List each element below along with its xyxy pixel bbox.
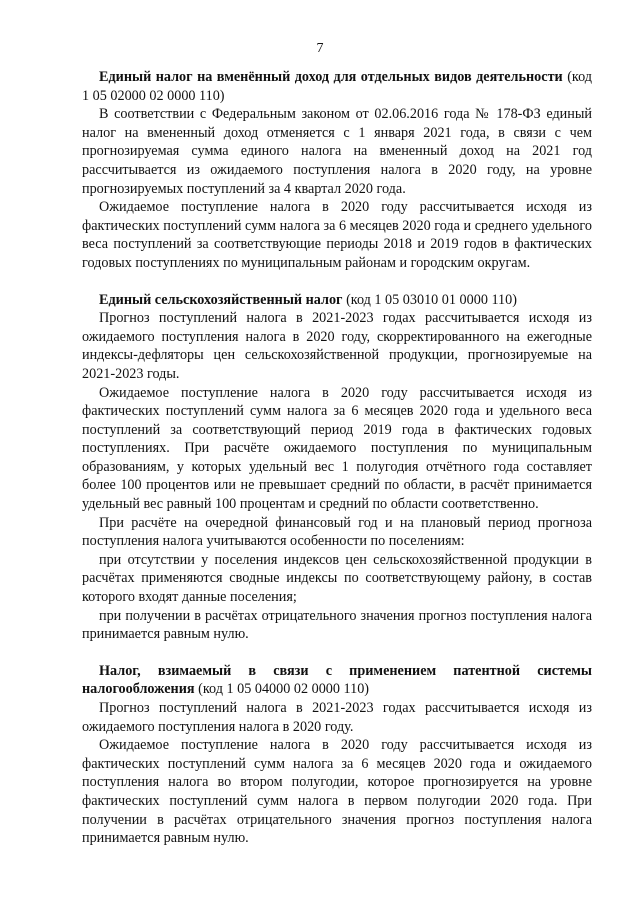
paragraph: При расчёте на очередной финансовый год и на плановый период прогноза поступления налога учитываются особенности по поселениям: bbox=[82, 514, 592, 550]
paragraph: при получении в расчётах отрицательного значения прогноз поступления налога принимается равным нулю. bbox=[82, 607, 592, 643]
section-envd bbox=[82, 68, 592, 273]
document-body bbox=[82, 68, 592, 848]
section-heading bbox=[82, 68, 592, 105]
section-code: (код 1 05 02000 02 0000 110) bbox=[82, 69, 592, 104]
paragraph: при отсутствии у поселения индексов цен сельскохозяйственной продукции в расчётах применяются сводные индексы по соответствующему району, в состав которого входят данные поселения; bbox=[82, 551, 592, 606]
section-code: (код 1 05 03010 01 0000 110) bbox=[346, 291, 517, 308]
section-heading bbox=[82, 291, 592, 310]
section-heading bbox=[82, 662, 592, 699]
paragraph: Ожидаемое поступление налога в 2020 году рассчитывается исходя из фактических поступлений сумм налога за 6 месяцев 2020 года и ожидаемого поступления налога во втором полугодии, которое прогнозируется на уровне фактических поступлений сумм налога в первом полугодии 2020 года. При получении в расчётах отрицательного значения прогноз поступления налога принимается равным нулю. bbox=[82, 737, 592, 847]
section-eshn bbox=[82, 291, 592, 644]
paragraph: Ожидаемое поступление налога в 2020 году рассчитывается исходя из фактических поступлений сумм налога за 6 месяцев 2020 года и среднего удельного веса поступлений за соответствующие периоды 2018 и 2019 годов в фактических годовых поступлениях по муниципальным районам и городским округам. bbox=[82, 199, 592, 271]
paragraph: Ожидаемое поступление налога в 2020 году рассчитывается исходя из фактических поступлений сумм налога за 6 месяцев 2020 года и удельного веса поступлений за соответствующий период 2019 года в фактических годовых поступлениях. При расчёте ожидаемого поступления по муниципальным образованиям, у которых удельный вес 1 полугодия отчётного года составляет более 100 процентов или не превышает средний по области, в расчёт принимается удельный вес равный 100 процентам и средний по области соответственно. bbox=[82, 384, 592, 513]
paragraph: Прогноз поступлений налога в 2021-2023 годах рассчитывается исходя из ожидаемого поступления налога в 2020 году. bbox=[82, 700, 592, 735]
section-title: Налог, взимаемый в связи с применением патентной системы налогообложения bbox=[82, 662, 592, 698]
paragraph: В соответствии с Федеральным законом от 02.06.2016 года № 178-ФЗ единый налог на вмененный доход отменяется с 1 января 2021 года, в связи с чем прогнозируемая сумма единого налога на вмененный доход на 2021 год рассчитывается из ожидаемого поступления налога в 2020 году, на уровне прогнозируемых поступлений за 4 квартал 2020 года. bbox=[82, 106, 592, 197]
paragraph: Прогноз поступлений налога в 2021-2023 годах рассчитывается исходя из ожидаемого поступления налога в 2020 году, скорректированного на ежегодные индексы-дефляторы цен сельскохозяйственной продукции, прогнозируемые на 2021-2023 годы. bbox=[82, 310, 592, 382]
section-title: Единый сельскохозяйственный налог bbox=[99, 291, 343, 308]
section-code: (код 1 05 04000 02 0000 110) bbox=[198, 681, 370, 698]
section-title: Единый налог на вменённый доход для отдельных видов деятельности bbox=[99, 69, 563, 85]
page-number: 7 bbox=[316, 41, 324, 56]
section-patent bbox=[82, 662, 592, 848]
